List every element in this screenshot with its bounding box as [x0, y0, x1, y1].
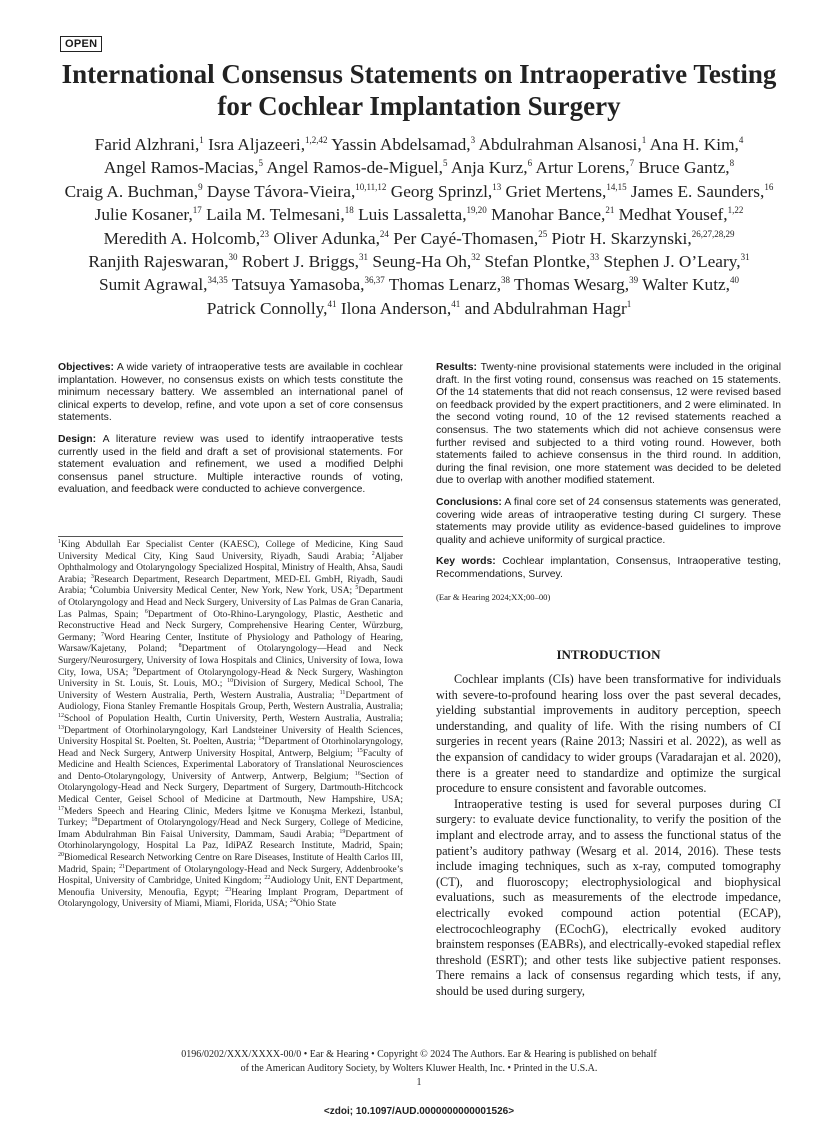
page-number: 1 [416, 1077, 422, 1088]
author-name: Craig A. Buchman,$^9$ [64, 181, 203, 201]
doi-link[interactable]: <zdoi; 10.1097/AUD.0000000000001526> [323, 1106, 515, 1117]
open-access-badge: OPEN [60, 36, 102, 52]
conclusions-label: Conclusions: [436, 496, 502, 508]
affiliation-text: Department of Otorhinolaryngology, Hospital La Paz, IdiPAZ Research Institute, Madrid, Spain; [58, 829, 403, 852]
author-name: Stephen J. O’Leary,$^{31}$ [603, 252, 750, 272]
author-name: Ilona Anderson,$^{41}$ [340, 298, 461, 318]
author-name: Sumit Agrawal,$^{34,35}$ [99, 275, 228, 295]
author-affiliation-marker: 36,37 [364, 275, 385, 286]
author-name: Anja Kurz,$^6$ [450, 158, 533, 178]
design-text: A literature review was used to identify intraoperative tests currently used in the field and draft a set of provisional statements. For statement evaluation and refinement, we used a modified Delphi consensus panel structure. Multiple interactive rounds of voting, evaluation, and feedback were conducted to achieve convergence. [58, 433, 403, 496]
author-name: Patrick Connolly,$^{41}$ [206, 298, 337, 318]
abstract-results [436, 362, 781, 488]
affiliation-number: 22 [264, 875, 271, 882]
affiliation-number: 14 [258, 735, 265, 742]
author-affiliation-marker: 25 [538, 228, 548, 239]
author-affiliation-marker: 31 [359, 252, 369, 263]
author-name: Piotr H. Skarzynski,$^{26,27,28,29}$ [551, 228, 735, 248]
author-affiliation-marker: 4 [738, 135, 744, 146]
design-label: Design: [58, 433, 97, 445]
author-affiliation-marker: 30 [228, 252, 238, 263]
author-affiliation-marker: 18 [344, 205, 354, 216]
affiliation-text: Department of Otorhinolaryngology, Head and Neck Surgery, Antwerp University Hospital, Antwerp, Belgium; [58, 737, 403, 759]
author-affiliation-marker: 1 [626, 299, 632, 310]
affiliation-number: 17 [58, 805, 64, 812]
introduction-heading: INTRODUCTION [556, 647, 661, 662]
affiliation-number: 24 [289, 898, 296, 905]
copyright-line-2: of the American Auditory Society, by Wolters Kluwer Health, Inc. • Printed in the U.S.A. [240, 1063, 598, 1074]
results-label: Results: [436, 362, 477, 373]
author-affiliation-marker: 33 [590, 252, 600, 263]
author-affiliation-marker: 39 [629, 275, 639, 286]
affiliation-text: Department of Audiology, Fiona Stanley Fremantle Hospitals Group, Perth, Western Australia, Australia; [58, 690, 403, 713]
author-name: Thomas Wesarg,$^{39}$ [514, 275, 639, 295]
affiliation-number: 16 [354, 770, 361, 777]
affiliation-number: 2 [371, 550, 375, 557]
affiliation-number: 10 [227, 677, 234, 684]
objectives-label: Objectives: [58, 362, 115, 373]
affiliation-number: 15 [356, 747, 363, 754]
affiliation-number: 23 [225, 886, 232, 893]
copyright-line-1: 0196/0202/XXX/XXXX-00/0 • Ear & Hearing • Copyright © 2024 The Authors. Ear & Hearing is published on behalf [181, 1049, 657, 1060]
affiliation-number: 12 [58, 712, 64, 719]
author-name: Meredith A. Holcomb,$^{23}$ [103, 228, 270, 248]
author-affiliation-marker: 41 [327, 299, 337, 310]
objectives-text: A wide variety of intraoperative tests are available in cochlear implantation. However, no consensus exists on which tests constitute the minimum necessary battery. We assembled an international panel of clinical experts to develop, refine, and vote upon a set of core consensus statements. [58, 362, 403, 424]
conclusions-text: A final core set of 24 consensus statements was generated, covering wide areas of intraoperative testing during CI surgery. These statements may provide utility as evidence-based guidelines to improve quality and achieve uniformity of surgical practice. [436, 496, 781, 546]
results-text: Twenty-nine provisional statements were included in the original draft. In the first voting round, consensus was reached on 15 statements. Of the 14 statements that did not reach consensus, 12 were revised based on feedback provided by the expert practitioners, and 2 were eliminated. In the second voting round, 10 of the 12 revised statements reached a consensus. The two statements which did not achieve consensus were further revised and subjected to a third voting round. However, both statements failed to achieve consensus in the third round. In addition, during the final revision, one more statement was decided to be deleted due to overlap with another modified statement. [436, 362, 782, 487]
article-title: International Consensus Statements on Intraoperative Testing for Cochlear Implantation Surgery [61, 59, 777, 121]
author-name: Per Cayé-Thomasen,$^{25}$ [393, 228, 548, 248]
affiliation-number: 3 [90, 573, 94, 580]
author-affiliation-marker: 41 [451, 299, 461, 310]
author-name: Seung-Ha Oh,$^{32}$ [372, 252, 481, 272]
author-affiliation-marker: 38 [501, 275, 511, 286]
affiliation-text: Department of Otolaryngology—Head and Neck Surgery/Neurosurgery, University of Iowa Hospitals and Clinics, University of Iowa, Iowa City, Iowa, USA; [58, 644, 404, 678]
author-name: Thomas Lenarz,$^{38}$ [388, 275, 511, 295]
author-name: Yassin Abdelsamad,$^3$ [331, 135, 476, 154]
author-name: Julie Kosaner,$^{17}$ [94, 205, 202, 225]
author-affiliation-marker: 1,22 [727, 205, 744, 216]
author-name: Angel Ramos-Macias,$^5$ [103, 158, 263, 178]
keywords-label: Key words: [436, 556, 496, 568]
affiliation-number: 6 [144, 608, 148, 615]
affiliation-text: Department of Otolaryngology/Head and Neck Surgery, College of Medicine, Imam Abdulrahman Bin Faisal University, Dammam, Saudi Arabia; [58, 818, 403, 840]
affiliation-number: 13 [58, 724, 64, 731]
author-affiliation-marker: 24 [379, 228, 389, 239]
affiliation-number: 21 [119, 863, 126, 870]
author-affiliation-marker: 1 [641, 135, 647, 146]
author-affiliation-marker: 1,2,42 [305, 135, 328, 146]
author-name: Farid Alzhrani,$^1$ [94, 135, 204, 154]
author-affiliation-marker: 5 [442, 158, 448, 169]
affiliation-number: 7 [100, 631, 104, 638]
author-affiliation-marker: 31 [740, 252, 750, 263]
author-affiliation-marker: 32 [471, 252, 481, 263]
affiliation-number: 11 [339, 689, 346, 696]
affiliation-number: 19 [339, 828, 346, 835]
affiliation-text: Hearing Implant Program, Department of Otolaryngology, University of Miami, Miami, Florida, USA; [58, 887, 403, 910]
author-affiliation-marker: 8 [729, 158, 735, 169]
author-name: Walter Kutz,$^{40}$ [642, 275, 739, 295]
author-name: Medhat Yousef,$^{1,22}$ [618, 205, 744, 225]
introduction-paragraph-1: Cochlear implants (CIs) have been transformative for individuals with severe-to-profound hearing loss over the past several decades, yielding substantial improvements in auditory perception, speech understanding, and quality of life. With the rising numbers of CI surgeries in recent years (Raine 2013; Nassiri et al. 2022), as well as the expansion of candidacy to wider groups (Varadarajan et al. 2020), there is a greater need to standardize and optimize the surgical procedure to ensure consistent and favorable outcomes. [436, 672, 781, 796]
affiliation-divider [58, 536, 403, 537]
author-affiliation-marker: 21 [605, 205, 615, 216]
author-name: Georg Sprinzl,$^{13}$ [390, 181, 502, 201]
affiliation-number: 20 [58, 851, 64, 858]
author-name: Robert J. Briggs,$^{31}$ [241, 252, 369, 272]
author-affiliation-marker: 3 [470, 135, 476, 146]
author-affiliation-marker: 23 [260, 228, 270, 239]
affiliations [58, 540, 403, 911]
affiliation-text: Department of Otolaryngology-Head & Neck Surgery, Washington University in St. Louis, St. Louis, MO.; [58, 667, 403, 690]
author-name: and Abdulrahman Hagr$^1$ [464, 298, 632, 318]
introduction-body [436, 672, 781, 999]
author-name: Angel Ramos-de-Miguel,$^5$ [266, 158, 448, 178]
author-name: James E. Saunders,$^{16}$ [630, 181, 774, 201]
author-affiliation-marker: 19,20 [466, 205, 487, 216]
author-name: Isra Aljazeeri,$^{1,2,42}$ [208, 135, 328, 154]
author-affiliation-marker: 14,15 [606, 182, 627, 193]
author-affiliation-marker: 1 [199, 135, 204, 146]
affiliation-text: Division of Surgery, Medical School, The University of Western Australia, Perth, Western Australia, Australia; [58, 679, 404, 701]
abstract-conclusions [436, 497, 781, 547]
author-affiliation-marker: 16 [764, 182, 774, 193]
journal-citation: (Ear & Hearing 2024;XX;00–00) [436, 591, 551, 602]
author-list [50, 133, 788, 320]
author-name: Oliver Adunka,$^{24}$ [273, 228, 389, 248]
author-name: Tatsuya Yamasoba,$^{36,37}$ [231, 275, 385, 295]
author-name: Ranjith Rajeswaran,$^{30}$ [88, 252, 238, 272]
author-affiliation-marker: 7 [629, 158, 635, 169]
author-name: Dayse Távora-Vieira,$^{10,11,12}$ [206, 181, 387, 201]
affiliation-text: Faculty of Medicine and Health Sciences, Experimental Laboratory of Translational Neurosciences and Dento-Otolaryngology, University of Antwerp, Antwerp, Belgium; [58, 748, 403, 782]
author-affiliation-marker: 10,11,12 [355, 182, 387, 193]
author-affiliation-marker: 5 [258, 158, 263, 169]
affiliation-text: Ohio State [295, 899, 337, 910]
affiliation-text: Word Hearing Center, Institute of Physiology and Pathology of Hearing, Warsaw/Kajetany, Poland; [58, 632, 403, 655]
keywords-text: Cochlear implantation, Consensus, Intraoperative testing, Recommendations, Survey. [436, 556, 781, 580]
author-name: Ana H. Kim,$^4$ [649, 135, 744, 154]
affiliation-number: 5 [355, 585, 359, 592]
abstract-left-column [58, 362, 403, 506]
affiliation-text: Department of Otolaryngology-Head and Neck Surgery, Addenbrooke’s Hospital, University of Cambridge, United Kingdom; [58, 864, 403, 887]
author-affiliation-marker: 13 [492, 182, 502, 193]
abstract-keywords [436, 556, 781, 581]
author-affiliation-marker: 40 [729, 275, 739, 286]
affiliation-text: King Abdullah Ear Specialist Center (KAESC), College of Medicine, King Saud University Medical City, King Saud University, Riyadh, Saudi Arabia; [58, 540, 403, 562]
affiliation-text: Biomedical Research Networking Centre on Rare Diseases, Institute of Health Carlos III, Madrid, Spain; [58, 853, 403, 875]
affiliation-text: Section of Otolaryngology-Head and Neck Surgery, Department of Surgery, Dartmouth-Hitchcock Medical Center, Geisel School of Medicine at Dartmouth, New Hampshire, USA; [58, 771, 403, 806]
affiliation-text: Aljaber Ophthalmology and Otolaryngology Specialized Hospital, Ministry of Health, Ahsa, Saudi Arabia; [58, 551, 403, 585]
affiliation-text: Department of Oto-Rhino-Laryngology, Plastic, Aesthetic and Reconstructive Head and Neck Surgery, Comprehensive Hearing Center, Würzburg, Germany; [58, 609, 403, 643]
affiliation-text: Meders Speech and Hearing Clinic, Meders İşitme ve Konuşma Merkezi, İstanbul, Turkey; [58, 806, 403, 829]
author-name: Bruce Gantz,$^8$ [638, 158, 735, 178]
affiliation-number: 9 [132, 666, 136, 673]
affiliation-text: Department of Otorhinolaryngology, Karl Landsteiner University of Health Sciences, University Hospital St. Poelten, St. Poelten, Austria; [58, 725, 403, 748]
author-name: Abdulrahman Alsanosi,$^1$ [478, 135, 647, 154]
author-name: Stefan Plontke,$^{33}$ [484, 252, 600, 272]
abstract-design [58, 434, 403, 497]
introduction-paragraph-2: Intraoperative testing is used for several purposes during CI surgery: to evaluate device functionality, to verify the position of the implant and electrode array, and to assess the functional status of the patient’s auditory pathway (Wesarg et al. 2014, 2016). These tests include imaging techniques, such as x-ray, computed tomography (CT), and fluoroscopy; electrophysiological and biophysical evaluations, such as measurements of the electrode impedance, electrically evoked compound action potential (ECAP), electrocochleography (ECochG), electrically evoked auditory brainstem responses (EABRs), and electrically-evoked stapedial reflex threshold (ESRT); and other tests like subjective patient responses. There remains a lack of consensus regarding which tests, if any, should be used during surgery, [436, 796, 781, 998]
affiliation-text: Research Department, Research Department, MED-EL GmbH, Riyadh, Saudi Arabia; [58, 574, 403, 597]
author-name: Artur Lorens,$^7$ [535, 158, 635, 178]
page-footer [50, 1048, 788, 1090]
author-name: Griet Mertens,$^{14,15}$ [505, 181, 627, 201]
affiliation-text: Department of Otolaryngology and Head and Neck Surgery, University of Las Palmas de Gran Canaria, Las Palmas, Spain; [58, 586, 403, 620]
author-name: Manohar Bance,$^{21}$ [491, 205, 615, 225]
affiliation-number: 18 [91, 817, 98, 824]
author-affiliation-marker: 34,35 [207, 275, 228, 286]
affiliation-number: 1 [58, 538, 61, 545]
abstract-objectives [58, 362, 403, 425]
author-affiliation-marker: 9 [198, 182, 203, 193]
author-affiliation-marker: 17 [192, 205, 202, 216]
author-affiliation-marker: 6 [527, 158, 533, 169]
author-name: Luis Lassaletta,$^{19,20}$ [358, 205, 487, 225]
affiliation-number: 8 [178, 643, 182, 650]
author-affiliation-marker: 26,27,28,29 [691, 228, 735, 239]
abstract-right-column [436, 362, 781, 612]
affiliation-text: Columbia University Medical Center, New York, New York, USA; [92, 586, 356, 597]
affiliation-number: 4 [89, 585, 93, 592]
author-name: Laila M. Telmesani,$^{18}$ [206, 205, 354, 225]
affiliation-text: School of Population Health, Curtin University, Perth, Western Australia, Australia; [64, 713, 403, 724]
affiliation-text: Audiology Unit, ENT Department, Menoufia University, Menoufia, Egypt; [58, 876, 403, 898]
